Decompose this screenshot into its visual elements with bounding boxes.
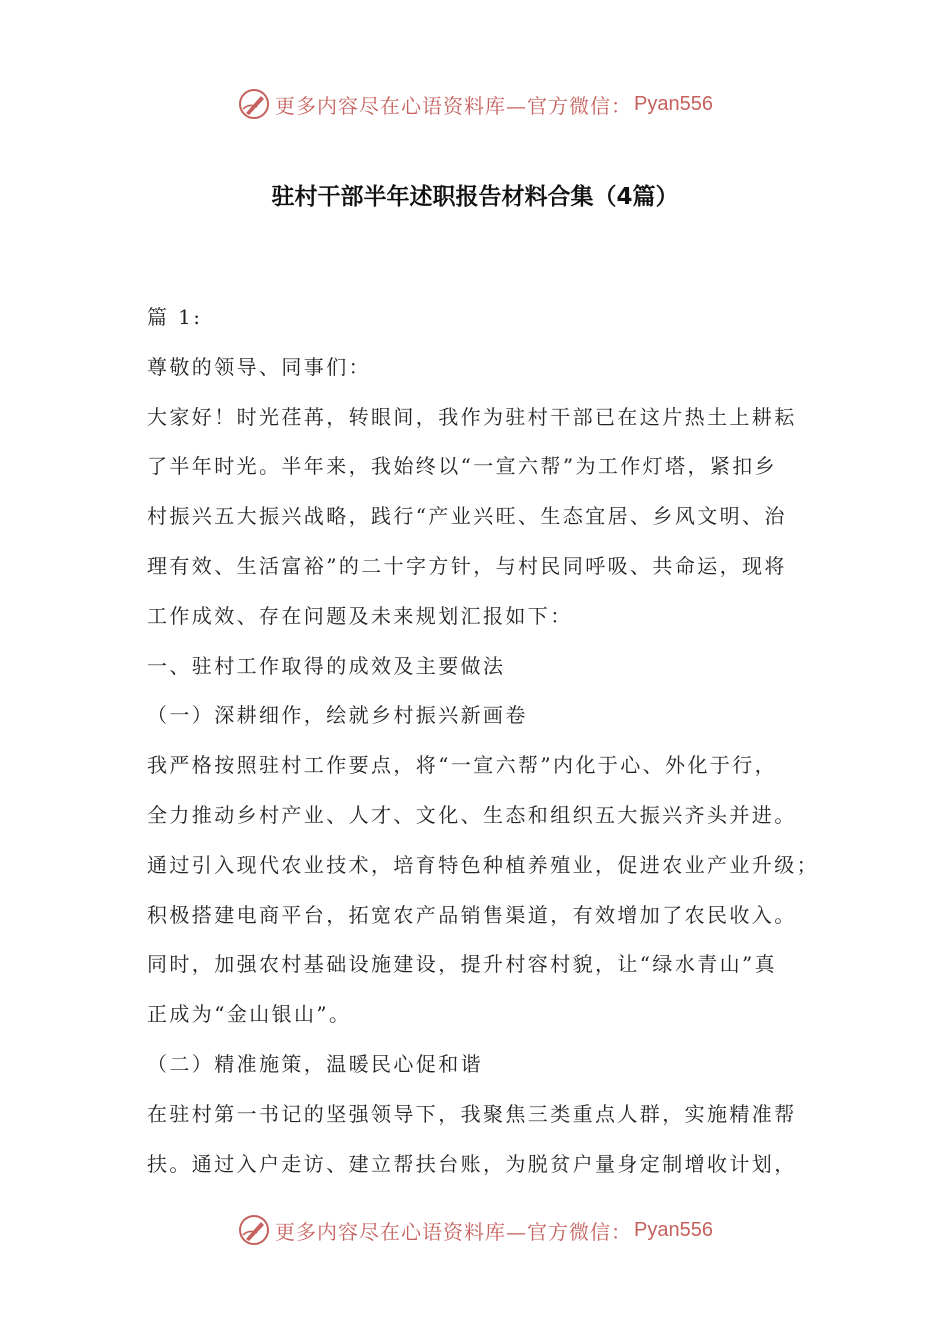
body-line: 正成为“金山银山”。 bbox=[147, 1002, 352, 1027]
subsection-heading: （二）精准施策，温暖民心促和谐 bbox=[147, 1051, 483, 1076]
body-line: 了半年时光。半年来，我始终以“一宣六帮”为工作灯塔，紧扣乡 bbox=[147, 454, 778, 479]
pen-logo-icon bbox=[237, 87, 271, 121]
section-heading: 一、驻村工作取得的成效及主要做法 bbox=[147, 653, 506, 678]
body-line: 通过引入现代农业技术，培育特色种植养殖业，促进农业产业升级； bbox=[147, 852, 819, 877]
watermark-wechat-id: Pyan556 bbox=[634, 92, 713, 115]
body-line: 全力推动乡村产业、人才、文化、生态和组织五大振兴齐头并进。 bbox=[147, 802, 797, 827]
body-line: 工作成效、存在问题及未来规划汇报如下： bbox=[147, 603, 573, 628]
body-line: 村振兴五大振兴战略，践行“产业兴旺、生态宜居、乡风文明、治 bbox=[147, 504, 787, 529]
body-line: 我严格按照驻村工作要点，将“一宣六帮”内化于心、外化于行， bbox=[147, 753, 778, 778]
watermark-text: 更多内容尽在心语资料库—官方微信： bbox=[275, 1219, 633, 1244]
body-line: 扶。通过入户走访、建立帮扶台账，为脱贫户量身定制增收计划， bbox=[147, 1151, 797, 1176]
body-line: 在驻村第一书记的坚强领导下，我聚焦三类重点人群，实施精准帮 bbox=[147, 1101, 797, 1126]
body-line: 积极搭建电商平台，拓宽农产品销售渠道，有效增加了农民收入。 bbox=[147, 902, 797, 927]
watermark-text: 更多内容尽在心语资料库—官方微信： bbox=[275, 93, 633, 118]
watermark-banner-top bbox=[0, 84, 950, 124]
body-line: 理有效、生活富裕”的二十字方针，与村民同呼吸、共命运，现将 bbox=[147, 553, 787, 578]
watermark-wechat-id: Pyan556 bbox=[634, 1218, 713, 1241]
body-line: 篇 1: bbox=[147, 305, 203, 329]
document-title: 驻村干部半年述职报告材料合集（4篇） bbox=[271, 184, 679, 210]
body-line: 大家好！时光荏苒，转眼间，我作为驻村干部已在这片热土上耕耘 bbox=[147, 404, 797, 429]
subsection-heading: （一）深耕细作，绘就乡村振兴新画卷 bbox=[147, 703, 528, 728]
body-line: 尊敬的领导、同事们： bbox=[147, 354, 371, 379]
body-line: 同时，加强农村基础设施建设，提升村容村貌，让“绿水青山”真 bbox=[147, 952, 778, 977]
document-body bbox=[147, 302, 819, 1198]
watermark-banner-bottom bbox=[0, 1210, 950, 1250]
pen-logo-icon bbox=[237, 1213, 271, 1247]
